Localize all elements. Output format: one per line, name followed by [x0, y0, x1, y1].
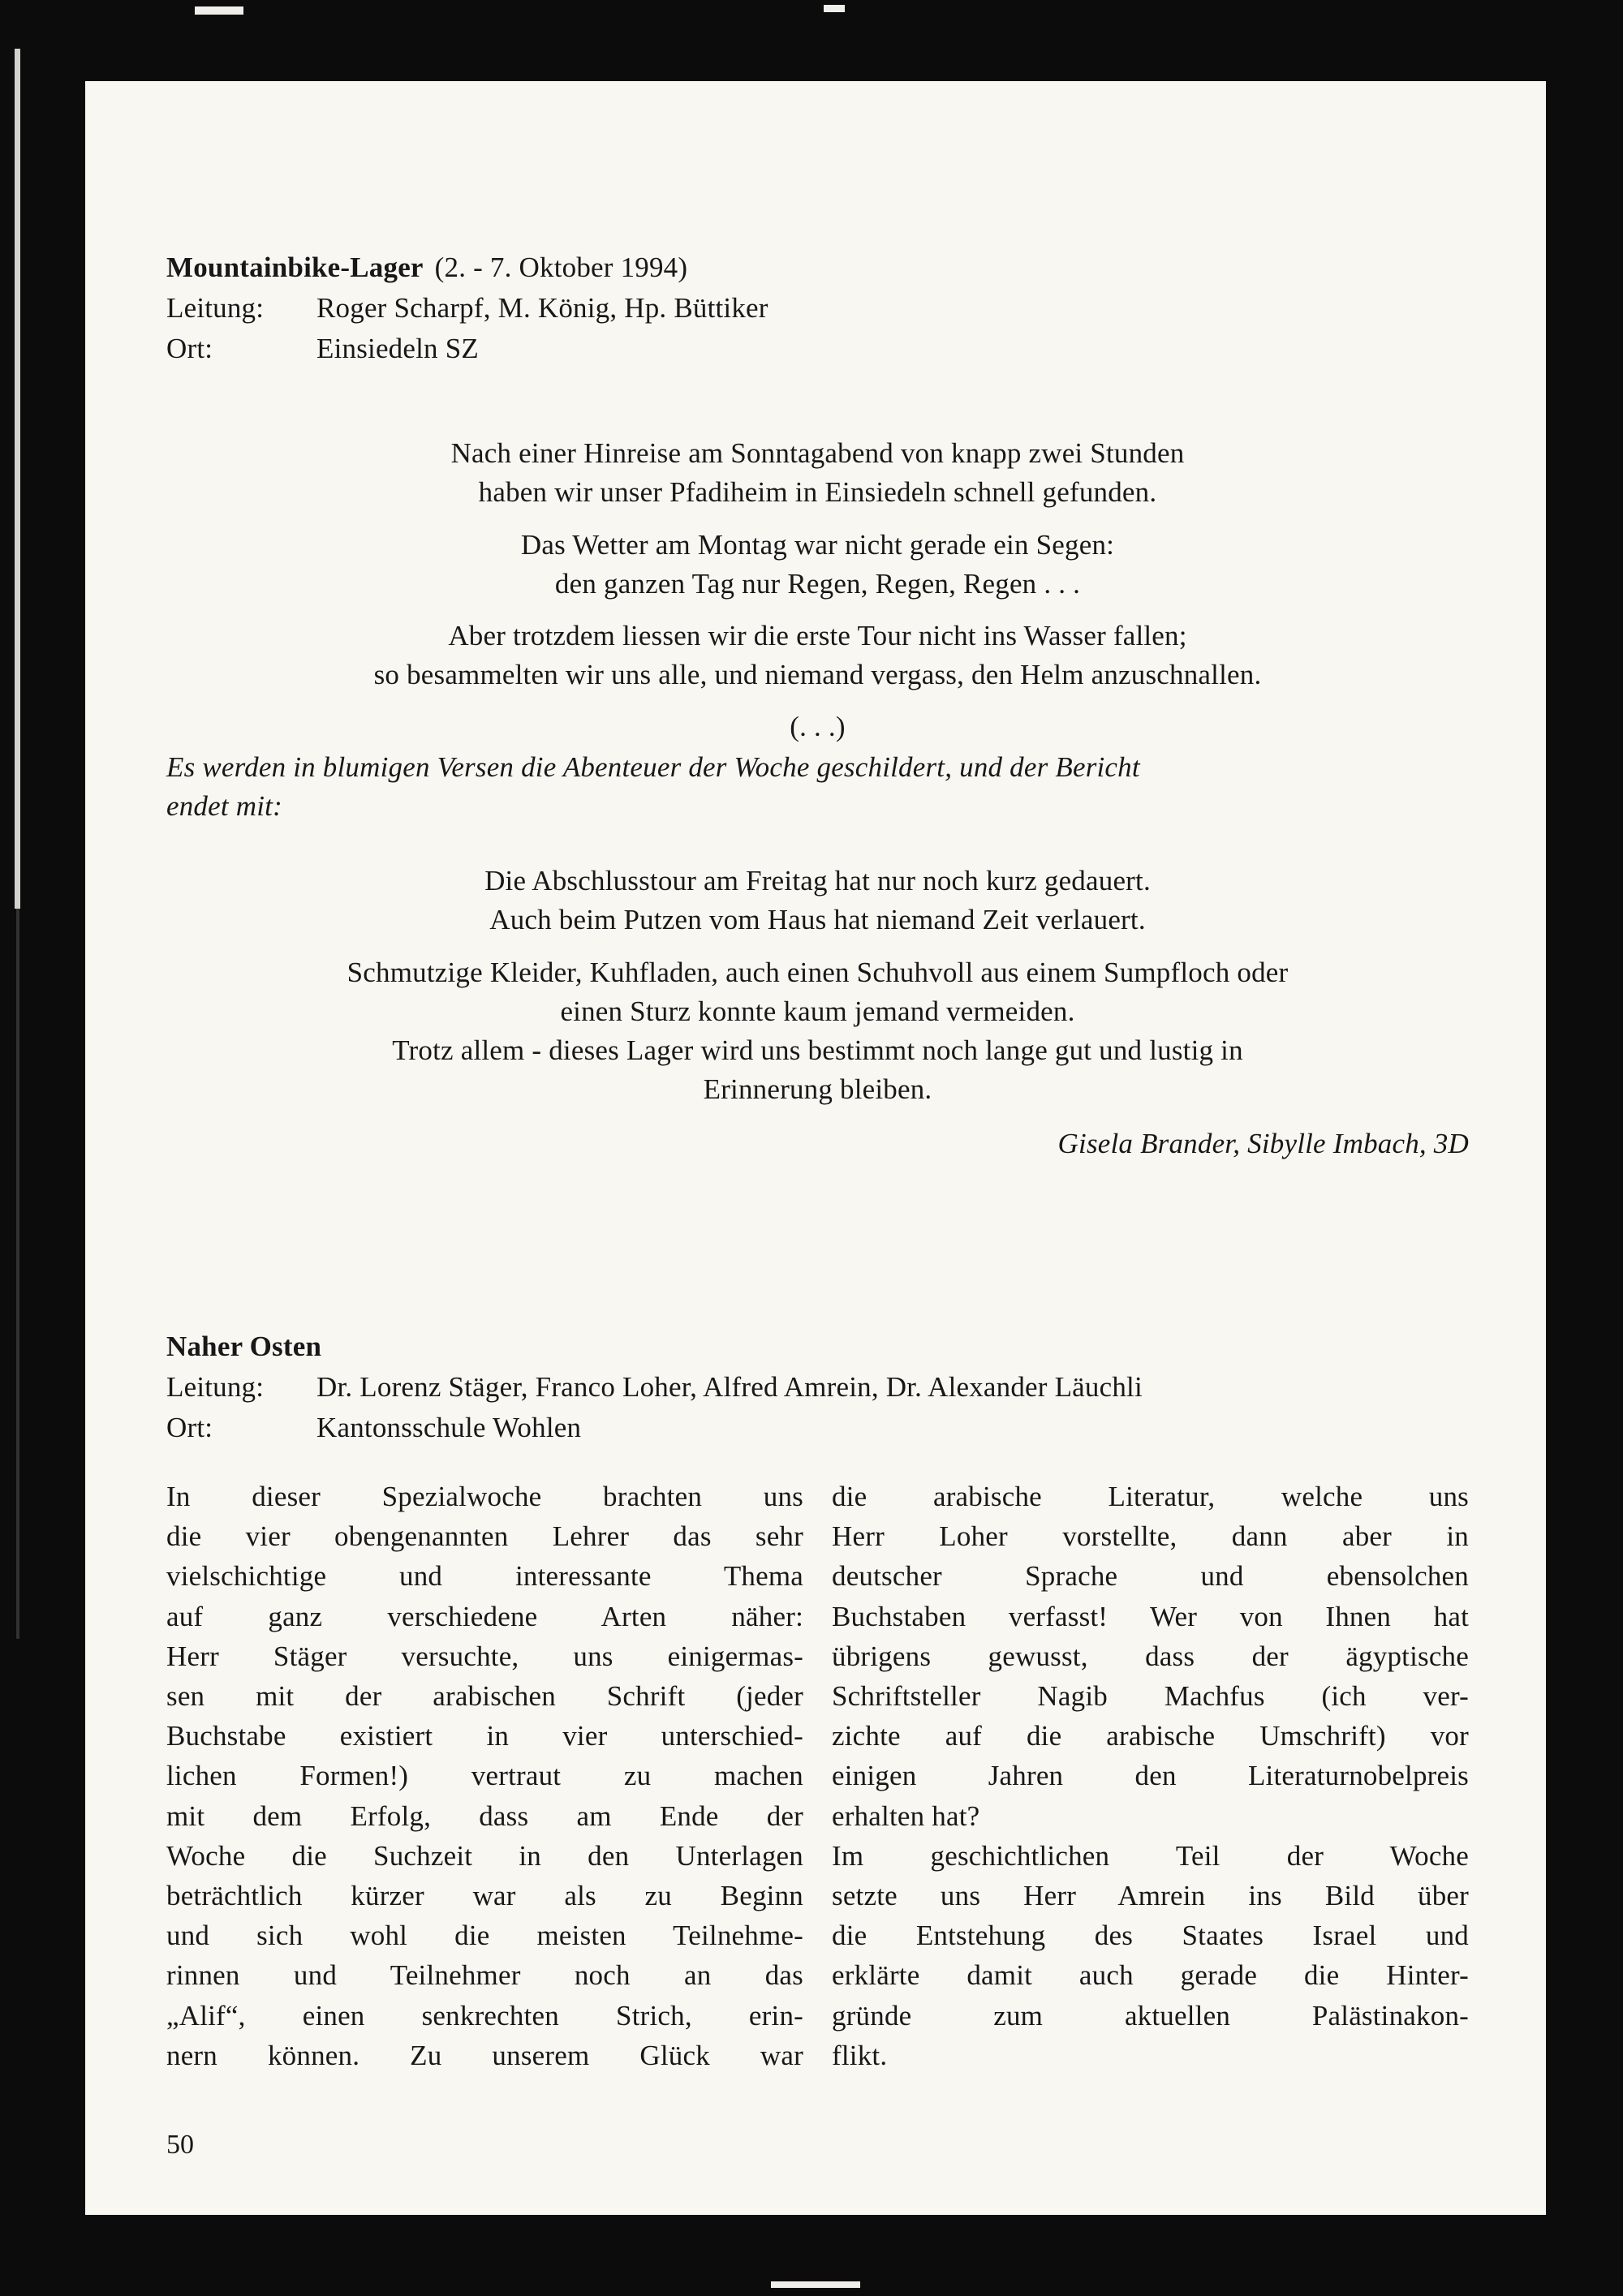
poem-line: Aber trotzdem liessen wir die erste Tour nicht ins Wasser fallen;	[448, 620, 1187, 651]
poem-line: Erinnerung bleiben.	[703, 1073, 932, 1105]
article-line: Buchstabe existiert in vier unterschied-	[166, 1720, 803, 1752]
article-line: erhalten hat?	[832, 1799, 980, 1832]
poem-line: Trotz allem - dieses Lager wird uns bestimmt noch lange gut und lustig in	[392, 1034, 1243, 1066]
article-line: setzte uns Herr Amrein ins Bild über	[832, 1880, 1469, 1912]
poem-stanza-4	[166, 862, 1469, 939]
camp1-leitung-label: Leitung:	[166, 292, 265, 324]
poem-ellipsis: (. . .)	[790, 711, 846, 742]
camp1-title-line	[166, 247, 1469, 288]
poem-line: so besammelten wir uns alle, und niemand vergass, den Helm anzuschnallen.	[373, 659, 1262, 690]
camp2-title: Naher Osten	[166, 1331, 322, 1362]
poem-line: haben wir unser Pfadiheim in Einsiedeln schnell gefunden.	[478, 476, 1157, 508]
article-line: nern können. Zu unserem Glück war	[166, 2039, 803, 2071]
article-line: einigen Jahren den Literaturnobelpreis	[832, 1760, 1469, 1792]
article-line: Buchstaben verfasst! Wer von Ihnen hat	[832, 1600, 1469, 1632]
camp1-leitung-value: Roger Scharpf, M. König, Hp. Büttiker	[316, 292, 768, 324]
poem-stanza-2	[166, 526, 1469, 604]
camp2-ort-row	[166, 1408, 1469, 1448]
camp1-header	[166, 247, 1469, 369]
narrator-note-line: endet mit:	[166, 790, 282, 822]
article-line: In dieser Spezialwoche brachten uns	[166, 1481, 803, 1512]
camp2-leitung-row	[166, 1367, 1469, 1408]
article-line: und sich wohl die meisten Teilnehme-	[166, 1920, 803, 1952]
scan-edge-artifact-faint	[16, 909, 19, 1639]
article-line: vielschichtige und interessante Thema	[166, 1560, 803, 1593]
article-line: deutscher Sprache und ebensolchen	[832, 1560, 1469, 1593]
narrator-note-line: Es werden in blumigen Versen die Abenteuer der Woche geschildert, und der Bericht	[166, 751, 1140, 783]
article-line: „Alif“, einen senkrechten Strich, erin-	[166, 1999, 803, 2032]
article-line: sen mit der arabischen Schrift (jeder	[166, 1680, 803, 1713]
camp2-article	[166, 1477, 1469, 2075]
poem-line: einen Sturz konnte kaum jemand vermeiden.	[560, 995, 1075, 1027]
article-line: lichen Formen!) vertraut zu machen	[166, 1760, 803, 1792]
poem-line: Nach einer Hinreise am Sonntagabend von knapp zwei Stunden	[450, 437, 1185, 469]
scan-speck	[195, 6, 243, 15]
article-line: mit dem Erfolg, dass am Ende der	[166, 1799, 803, 1832]
camp1-title: Mountainbike-Lager	[166, 252, 424, 283]
camp2-ort-value: Kantonsschule Wohlen	[316, 1412, 582, 1443]
poem-stanza-5	[166, 953, 1469, 1109]
article-column-left	[166, 1477, 803, 2075]
scan-speck	[824, 5, 845, 12]
article-line: auf ganz verschiedene Arten näher:	[166, 1600, 803, 1632]
camp2-ort-label: Ort:	[166, 1412, 213, 1443]
camp1-date: (2. - 7. Oktober 1994)	[434, 252, 688, 283]
article-line: die arabische Literatur, welche uns	[832, 1481, 1469, 1512]
camp1-ort-row	[166, 329, 1469, 369]
article-line: die vier obengenannten Lehrer das sehr	[166, 1520, 803, 1553]
article-line: die Entstehung des Staates Israel und	[832, 1920, 1469, 1952]
poem-line: Das Wetter am Montag war nicht gerade ein Segen:	[520, 529, 1115, 561]
camp1-ort-value: Einsiedeln SZ	[316, 333, 479, 364]
poem-line: den ganzen Tag nur Regen, Regen, Regen . . .	[554, 568, 1081, 600]
camp1-leitung-row	[166, 288, 1469, 329]
article-line: zichte auf die arabische Umschrift) vor	[832, 1720, 1469, 1752]
article-column-right	[832, 1477, 1469, 2075]
camp1-ort-label: Ort:	[166, 333, 213, 364]
article-line: übrigens gewusst, dass der ägyptische	[832, 1640, 1469, 1672]
poem-stanza-3	[166, 617, 1469, 694]
scan-speck	[771, 2281, 860, 2288]
poem-line: Schmutzige Kleider, Kuhfladen, auch einen Schuhvoll aus einem Sumpfloch oder	[347, 957, 1289, 988]
article-line: Woche die Suchzeit in den Unterlagen	[166, 1839, 803, 1872]
poem-line: Auch beim Putzen vom Haus hat niemand Zeit verlauert.	[489, 904, 1146, 935]
article-line: rinnen und Teilnehmer noch an das	[166, 1959, 803, 1992]
article-line: erklärte damit auch gerade die Hinter-	[832, 1959, 1469, 1992]
poem-stanza-1	[166, 434, 1469, 512]
article-line: Im geschichtlichen Teil der Woche	[832, 1839, 1469, 1872]
article-line: Herr Loher vorstellte, dann aber in	[832, 1520, 1469, 1553]
poem-line: Die Abschlusstour am Freitag hat nur noch kurz gedauert.	[484, 865, 1151, 896]
article-line: Herr Stäger versuchte, uns einigermas-	[166, 1640, 803, 1672]
page-number: 50	[166, 2130, 194, 2160]
article-line: beträchtlich kürzer war als zu Beginn	[166, 1880, 803, 1912]
camp2-header	[166, 1326, 1469, 1448]
article-line: Schriftsteller Nagib Machfus (ich ver-	[832, 1680, 1469, 1713]
camp2-leitung-label: Leitung:	[166, 1371, 265, 1403]
narrator-note	[166, 748, 1469, 826]
scanned-page	[85, 81, 1546, 2215]
poem-signature: Gisela Brander, Sibylle Imbach, 3D	[1057, 1128, 1469, 1159]
article-line: flikt.	[832, 2039, 888, 2071]
article-line: gründe zum aktuellen Palästinakon-	[832, 1999, 1469, 2032]
camp2-leitung-value: Dr. Lorenz Stäger, Franco Loher, Alfred Amrein, Dr. Alexander Läuchli	[316, 1371, 1143, 1403]
scan-edge-artifact	[15, 49, 20, 909]
